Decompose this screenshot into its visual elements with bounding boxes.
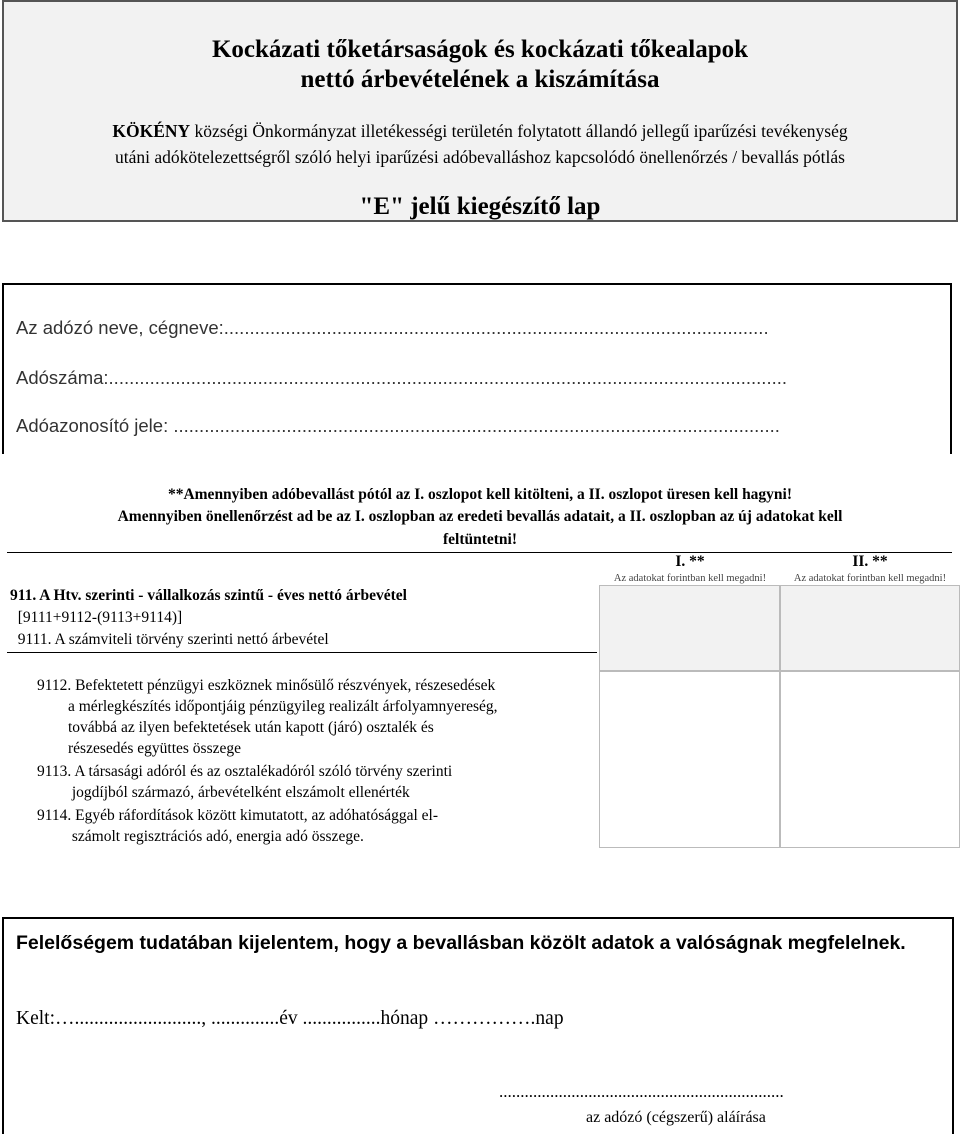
municipality-name: KÖKÉNY xyxy=(112,121,191,141)
column-II-hint: Az adatokat forintban kell megadni! xyxy=(793,573,947,584)
signature-line[interactable]: ................................................................... xyxy=(499,1082,784,1101)
column-I-hint: Az adatokat forintban kell megadni! xyxy=(613,573,767,584)
instruction-note-line1: **Amennyiben adóbevallást pótól az I. oszlopot kell kitölteni, a II. oszlopot üresen kell hagyni! xyxy=(167,486,793,503)
cell-911-II[interactable] xyxy=(780,585,960,671)
row-911-label: 911. A Htv. szerinti - vállalkozás szintű - éves nettó árbevétel xyxy=(10,587,407,604)
subtitle-line1 xyxy=(4,121,956,142)
row-9114-line2: számolt regisztrációs adó, energia adó összege. xyxy=(37,828,364,845)
cell-9111-9114-I[interactable] xyxy=(599,671,780,848)
page-title-line2: nettó árbevételének a kiszámítása xyxy=(300,66,660,93)
declaration-box xyxy=(2,917,954,1134)
tax-number-field[interactable]: Adószáma:.................................................................................................................................... xyxy=(16,367,788,388)
row-9112-line2: a mérlegkészítés időpontjáig pénzügyileg realizált árfolyamnyereség, xyxy=(37,698,498,715)
subtitle-line1-text: községi Önkormányzat illetékességi területén folytatott állandó jellegű iparűzési tevékenység xyxy=(190,121,848,141)
date-field[interactable]: Kelt:….........................., ..............év ................hónap …………….nap xyxy=(16,1008,564,1029)
signature-label: az adózó (cégszerű) aláírása xyxy=(586,1109,766,1126)
taxpayer-name-field[interactable]: Az adózó neve, cégneve:.......................................................................................................... xyxy=(16,317,769,338)
row-9111-label: 9111. A számviteli törvény szerinti nettó árbevétel xyxy=(10,631,329,648)
cell-9111-9114-II[interactable] xyxy=(780,671,960,848)
row-9112-line3: továbbá az ilyen befektetések után kapott (járó) osztalék és xyxy=(37,719,434,736)
row-9114-label: 9114. Egyéb ráfordítások között kimutatott, az adóhatósággal el- xyxy=(37,807,439,824)
row-911-formula: [9111+9112-(9113+9114)] xyxy=(10,609,183,626)
column-I-header: I. ** xyxy=(675,553,705,570)
column-II-header: II. ** xyxy=(852,553,888,570)
tax-id-field[interactable]: Adóazonosító jele: ...................................................................................................................... xyxy=(16,415,780,436)
row-9112-line4: részesedés együttes összege xyxy=(37,740,242,757)
instruction-note-line2: Amennyiben önellenőrzést ad be az I. oszlopban az eredeti bevallás adatait, a II. oszlopban az új adatokat kell xyxy=(117,508,843,525)
header-box xyxy=(2,0,958,222)
cell-911-I[interactable] xyxy=(599,585,780,671)
row-divider xyxy=(7,652,597,653)
form-name: "E" jelű kiegészítő lap xyxy=(359,193,601,220)
row-9113-label: 9113. A társasági adóról és az osztalékadóról szóló törvény szerinti xyxy=(37,763,453,780)
instruction-note-line3: feltüntetni! xyxy=(442,531,518,548)
row-9112-label: 9112. Befektetett pénzügyi eszköznek minősülő részvények, részesedések xyxy=(37,677,496,694)
taxpayer-box xyxy=(2,283,952,454)
row-9113-line2: jogdíjból származó, árbevételként elszámolt ellenérték xyxy=(37,784,410,801)
subtitle-line2: utáni adókötelezettségről szóló helyi iparűzési adóbevalláshoz kapcsolódó önellenőrzés / bevallás pótlás xyxy=(115,147,845,167)
declaration-statement: Felelőségem tudatában kijelentem, hogy a bevallásban közölt adatok a valóságnak megfelelnek. xyxy=(16,932,906,954)
page-title: Kockázati tőketársaságok és kockázati tőkealapok xyxy=(211,36,749,63)
